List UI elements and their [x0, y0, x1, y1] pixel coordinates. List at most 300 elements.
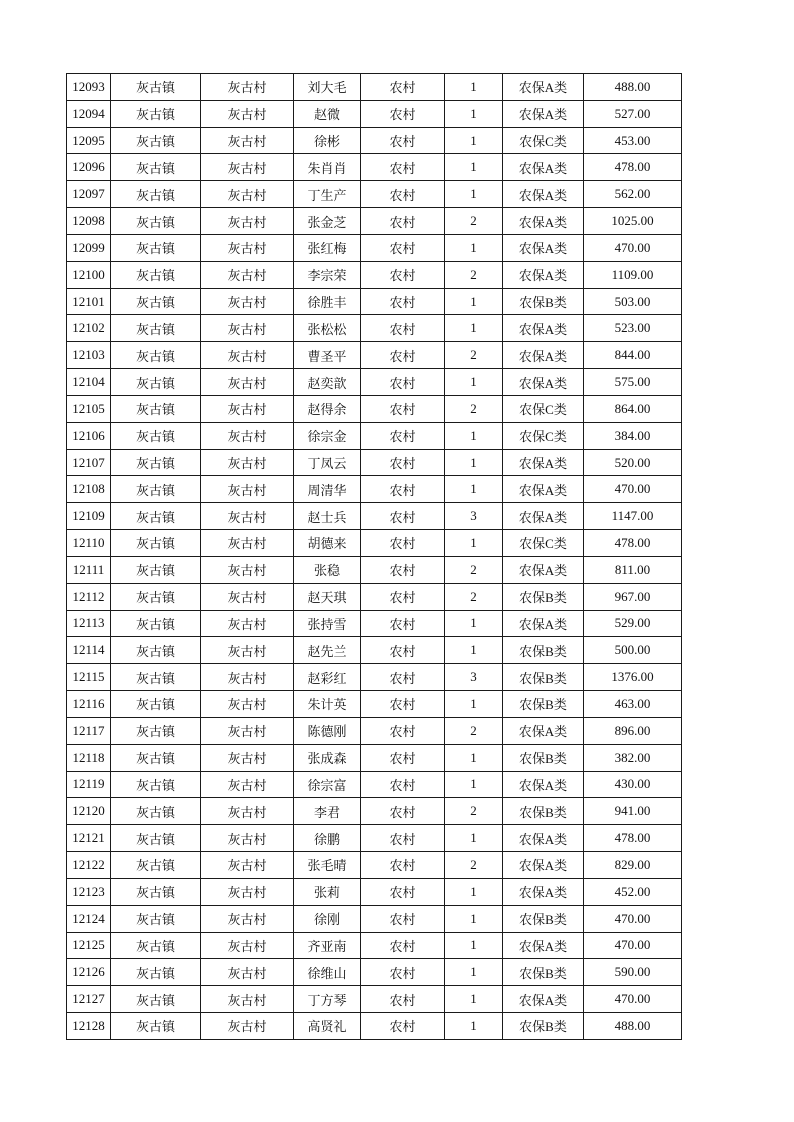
- cell-person-count: 1: [445, 74, 503, 101]
- cell-record-id: 12115: [67, 664, 111, 691]
- cell-residence-type: 农村: [361, 852, 445, 879]
- cell-town: 灰古镇: [111, 342, 201, 369]
- cell-record-id: 12098: [67, 208, 111, 235]
- cell-village: 灰古村: [201, 127, 294, 154]
- cell-insurance-category: 农保A类: [503, 315, 584, 342]
- table-row: [67, 905, 682, 932]
- table-row: [67, 234, 682, 261]
- cell-person-name: 张成森: [294, 744, 361, 771]
- cell-residence-type: 农村: [361, 691, 445, 718]
- cell-village: 灰古村: [201, 717, 294, 744]
- table-row: [67, 503, 682, 530]
- cell-person-name: 朱肖肖: [294, 154, 361, 181]
- cell-insurance-category: 农保A类: [503, 610, 584, 637]
- table-body: [67, 74, 682, 1040]
- cell-residence-type: 农村: [361, 825, 445, 852]
- cell-record-id: 12109: [67, 503, 111, 530]
- cell-village: 灰古村: [201, 610, 294, 637]
- cell-amount: 382.00: [584, 744, 682, 771]
- cell-person-count: 1: [445, 127, 503, 154]
- cell-residence-type: 农村: [361, 154, 445, 181]
- cell-record-id: 12119: [67, 771, 111, 798]
- cell-insurance-category: 农保A类: [503, 74, 584, 101]
- cell-town: 灰古镇: [111, 610, 201, 637]
- cell-record-id: 12107: [67, 449, 111, 476]
- cell-record-id: 12126: [67, 959, 111, 986]
- cell-record-id: 12110: [67, 530, 111, 557]
- table-row: [67, 288, 682, 315]
- table-row: [67, 986, 682, 1013]
- cell-town: 灰古镇: [111, 74, 201, 101]
- cell-person-count: 2: [445, 852, 503, 879]
- cell-residence-type: 农村: [361, 1012, 445, 1039]
- cell-person-name: 齐亚南: [294, 932, 361, 959]
- cell-record-id: 12116: [67, 691, 111, 718]
- cell-person-count: 1: [445, 100, 503, 127]
- cell-insurance-category: 农保A类: [503, 154, 584, 181]
- cell-person-count: 1: [445, 181, 503, 208]
- cell-record-id: 12096: [67, 154, 111, 181]
- cell-person-name: 李宗荣: [294, 261, 361, 288]
- table-row: [67, 825, 682, 852]
- cell-village: 灰古村: [201, 771, 294, 798]
- cell-record-id: 12108: [67, 476, 111, 503]
- cell-amount: 452.00: [584, 878, 682, 905]
- cell-person-count: 1: [445, 476, 503, 503]
- table-row: [67, 369, 682, 396]
- cell-person-name: 徐鹏: [294, 825, 361, 852]
- cell-person-count: 2: [445, 798, 503, 825]
- table-row: [67, 664, 682, 691]
- cell-amount: 967.00: [584, 583, 682, 610]
- cell-person-count: 1: [445, 234, 503, 261]
- cell-amount: 829.00: [584, 852, 682, 879]
- cell-town: 灰古镇: [111, 288, 201, 315]
- cell-person-count: 2: [445, 395, 503, 422]
- cell-residence-type: 农村: [361, 959, 445, 986]
- cell-insurance-category: 农保B类: [503, 637, 584, 664]
- cell-person-name: 徐维山: [294, 959, 361, 986]
- cell-amount: 523.00: [584, 315, 682, 342]
- cell-person-count: 1: [445, 771, 503, 798]
- table-row: [67, 261, 682, 288]
- cell-village: 灰古村: [201, 261, 294, 288]
- cell-amount: 896.00: [584, 717, 682, 744]
- cell-insurance-category: 农保B类: [503, 664, 584, 691]
- cell-record-id: 12097: [67, 181, 111, 208]
- cell-amount: 562.00: [584, 181, 682, 208]
- cell-village: 灰古村: [201, 744, 294, 771]
- cell-person-name: 张毛晴: [294, 852, 361, 879]
- cell-person-count: 1: [445, 154, 503, 181]
- table-row: [67, 878, 682, 905]
- cell-amount: 470.00: [584, 986, 682, 1013]
- cell-amount: 453.00: [584, 127, 682, 154]
- table-row: [67, 315, 682, 342]
- cell-person-count: 1: [445, 530, 503, 557]
- cell-residence-type: 农村: [361, 127, 445, 154]
- cell-person-name: 赵得余: [294, 395, 361, 422]
- cell-insurance-category: 农保A类: [503, 181, 584, 208]
- table-row: [67, 637, 682, 664]
- cell-residence-type: 农村: [361, 476, 445, 503]
- cell-residence-type: 农村: [361, 744, 445, 771]
- cell-village: 灰古村: [201, 288, 294, 315]
- cell-insurance-category: 农保B类: [503, 905, 584, 932]
- cell-town: 灰古镇: [111, 583, 201, 610]
- cell-insurance-category: 农保B类: [503, 1012, 584, 1039]
- cell-residence-type: 农村: [361, 717, 445, 744]
- cell-residence-type: 农村: [361, 369, 445, 396]
- cell-village: 灰古村: [201, 556, 294, 583]
- cell-residence-type: 农村: [361, 664, 445, 691]
- cell-amount: 478.00: [584, 825, 682, 852]
- cell-insurance-category: 农保A类: [503, 449, 584, 476]
- cell-insurance-category: 农保A类: [503, 852, 584, 879]
- cell-insurance-category: 农保A类: [503, 932, 584, 959]
- cell-amount: 470.00: [584, 932, 682, 959]
- cell-person-name: 张松松: [294, 315, 361, 342]
- cell-insurance-category: 农保A类: [503, 369, 584, 396]
- cell-record-id: 12104: [67, 369, 111, 396]
- cell-town: 灰古镇: [111, 100, 201, 127]
- cell-person-name: 张持雪: [294, 610, 361, 637]
- cell-village: 灰古村: [201, 449, 294, 476]
- cell-record-id: 12093: [67, 74, 111, 101]
- cell-town: 灰古镇: [111, 691, 201, 718]
- cell-town: 灰古镇: [111, 798, 201, 825]
- table-row: [67, 717, 682, 744]
- cell-person-name: 赵先兰: [294, 637, 361, 664]
- cell-person-count: 1: [445, 422, 503, 449]
- cell-town: 灰古镇: [111, 530, 201, 557]
- cell-insurance-category: 农保B类: [503, 959, 584, 986]
- cell-person-name: 张稳: [294, 556, 361, 583]
- cell-residence-type: 农村: [361, 261, 445, 288]
- table-row: [67, 342, 682, 369]
- cell-village: 灰古村: [201, 798, 294, 825]
- cell-person-name: 张红梅: [294, 234, 361, 261]
- cell-record-id: 12124: [67, 905, 111, 932]
- cell-person-count: 1: [445, 905, 503, 932]
- cell-residence-type: 农村: [361, 449, 445, 476]
- table-row: [67, 395, 682, 422]
- cell-residence-type: 农村: [361, 530, 445, 557]
- cell-town: 灰古镇: [111, 637, 201, 664]
- cell-person-name: 李君: [294, 798, 361, 825]
- cell-record-id: 12105: [67, 395, 111, 422]
- cell-person-count: 2: [445, 583, 503, 610]
- cell-person-count: 1: [445, 986, 503, 1013]
- cell-person-count: 1: [445, 932, 503, 959]
- cell-village: 灰古村: [201, 342, 294, 369]
- cell-amount: 527.00: [584, 100, 682, 127]
- table-row: [67, 530, 682, 557]
- cell-amount: 1109.00: [584, 261, 682, 288]
- cell-village: 灰古村: [201, 986, 294, 1013]
- cell-town: 灰古镇: [111, 181, 201, 208]
- cell-village: 灰古村: [201, 395, 294, 422]
- cell-town: 灰古镇: [111, 932, 201, 959]
- cell-person-name: 徐胜丰: [294, 288, 361, 315]
- cell-insurance-category: 农保A类: [503, 100, 584, 127]
- cell-person-count: 1: [445, 288, 503, 315]
- cell-amount: 520.00: [584, 449, 682, 476]
- cell-person-name: 徐刚: [294, 905, 361, 932]
- cell-residence-type: 农村: [361, 771, 445, 798]
- cell-village: 灰古村: [201, 369, 294, 396]
- cell-insurance-category: 农保A类: [503, 878, 584, 905]
- cell-residence-type: 农村: [361, 610, 445, 637]
- cell-amount: 529.00: [584, 610, 682, 637]
- cell-amount: 430.00: [584, 771, 682, 798]
- cell-residence-type: 农村: [361, 342, 445, 369]
- cell-person-name: 赵天琪: [294, 583, 361, 610]
- cell-town: 灰古镇: [111, 825, 201, 852]
- cell-village: 灰古村: [201, 74, 294, 101]
- cell-person-count: 1: [445, 825, 503, 852]
- cell-residence-type: 农村: [361, 288, 445, 315]
- cell-record-id: 12118: [67, 744, 111, 771]
- cell-person-name: 赵士兵: [294, 503, 361, 530]
- cell-town: 灰古镇: [111, 986, 201, 1013]
- cell-person-count: 1: [445, 878, 503, 905]
- cell-record-id: 12125: [67, 932, 111, 959]
- cell-amount: 590.00: [584, 959, 682, 986]
- cell-person-name: 赵微: [294, 100, 361, 127]
- cell-village: 灰古村: [201, 476, 294, 503]
- cell-town: 灰古镇: [111, 369, 201, 396]
- cell-insurance-category: 农保A类: [503, 234, 584, 261]
- cell-person-count: 2: [445, 342, 503, 369]
- cell-person-name: 赵彩红: [294, 664, 361, 691]
- cell-village: 灰古村: [201, 1012, 294, 1039]
- cell-record-id: 12123: [67, 878, 111, 905]
- cell-insurance-category: 农保A类: [503, 717, 584, 744]
- cell-insurance-category: 农保A类: [503, 342, 584, 369]
- cell-town: 灰古镇: [111, 905, 201, 932]
- cell-residence-type: 农村: [361, 181, 445, 208]
- cell-insurance-category: 农保C类: [503, 422, 584, 449]
- table-row: [67, 181, 682, 208]
- cell-person-name: 张金芝: [294, 208, 361, 235]
- cell-person-name: 赵奕歆: [294, 369, 361, 396]
- table-row: [67, 959, 682, 986]
- cell-amount: 575.00: [584, 369, 682, 396]
- cell-record-id: 12117: [67, 717, 111, 744]
- cell-town: 灰古镇: [111, 315, 201, 342]
- table-row: [67, 852, 682, 879]
- cell-amount: 941.00: [584, 798, 682, 825]
- cell-town: 灰古镇: [111, 476, 201, 503]
- cell-town: 灰古镇: [111, 717, 201, 744]
- cell-village: 灰古村: [201, 530, 294, 557]
- cell-record-id: 12106: [67, 422, 111, 449]
- cell-person-count: 1: [445, 1012, 503, 1039]
- cell-village: 灰古村: [201, 878, 294, 905]
- cell-record-id: 12114: [67, 637, 111, 664]
- cell-residence-type: 农村: [361, 100, 445, 127]
- cell-village: 灰古村: [201, 825, 294, 852]
- cell-person-count: 2: [445, 208, 503, 235]
- cell-town: 灰古镇: [111, 771, 201, 798]
- cell-person-count: 1: [445, 691, 503, 718]
- table-row: [67, 744, 682, 771]
- cell-residence-type: 农村: [361, 74, 445, 101]
- cell-village: 灰古村: [201, 315, 294, 342]
- cell-person-count: 2: [445, 717, 503, 744]
- cell-person-name: 张莉: [294, 878, 361, 905]
- cell-insurance-category: 农保A类: [503, 503, 584, 530]
- cell-insurance-category: 农保C类: [503, 395, 584, 422]
- cell-person-name: 丁凤云: [294, 449, 361, 476]
- cell-person-name: 徐宗富: [294, 771, 361, 798]
- cell-person-name: 曹圣平: [294, 342, 361, 369]
- cell-town: 灰古镇: [111, 852, 201, 879]
- cell-insurance-category: 农保A类: [503, 556, 584, 583]
- table-row: [67, 100, 682, 127]
- cell-insurance-category: 农保B类: [503, 691, 584, 718]
- cell-residence-type: 农村: [361, 878, 445, 905]
- cell-person-name: 徐彬: [294, 127, 361, 154]
- cell-amount: 470.00: [584, 476, 682, 503]
- cell-record-id: 12128: [67, 1012, 111, 1039]
- cell-residence-type: 农村: [361, 556, 445, 583]
- cell-town: 灰古镇: [111, 127, 201, 154]
- cell-person-count: 1: [445, 315, 503, 342]
- cell-town: 灰古镇: [111, 959, 201, 986]
- cell-village: 灰古村: [201, 234, 294, 261]
- table-row: [67, 449, 682, 476]
- cell-village: 灰古村: [201, 905, 294, 932]
- cell-insurance-category: 农保C类: [503, 530, 584, 557]
- cell-village: 灰古村: [201, 154, 294, 181]
- cell-town: 灰古镇: [111, 1012, 201, 1039]
- table-row: [67, 556, 682, 583]
- cell-residence-type: 农村: [361, 932, 445, 959]
- cell-amount: 488.00: [584, 74, 682, 101]
- table-row: [67, 771, 682, 798]
- cell-insurance-category: 农保C类: [503, 127, 584, 154]
- cell-insurance-category: 农保B类: [503, 288, 584, 315]
- insurance-records-table: [66, 73, 682, 1040]
- cell-person-name: 胡德来: [294, 530, 361, 557]
- cell-person-count: 3: [445, 503, 503, 530]
- cell-village: 灰古村: [201, 932, 294, 959]
- cell-record-id: 12103: [67, 342, 111, 369]
- cell-person-count: 2: [445, 556, 503, 583]
- cell-village: 灰古村: [201, 637, 294, 664]
- cell-amount: 478.00: [584, 530, 682, 557]
- cell-amount: 1147.00: [584, 503, 682, 530]
- cell-insurance-category: 农保B类: [503, 744, 584, 771]
- table-row: [67, 74, 682, 101]
- cell-record-id: 12101: [67, 288, 111, 315]
- cell-village: 灰古村: [201, 583, 294, 610]
- cell-amount: 844.00: [584, 342, 682, 369]
- cell-residence-type: 农村: [361, 637, 445, 664]
- cell-insurance-category: 农保A类: [503, 208, 584, 235]
- cell-village: 灰古村: [201, 852, 294, 879]
- cell-residence-type: 农村: [361, 905, 445, 932]
- cell-amount: 384.00: [584, 422, 682, 449]
- cell-town: 灰古镇: [111, 154, 201, 181]
- cell-record-id: 12120: [67, 798, 111, 825]
- cell-town: 灰古镇: [111, 878, 201, 905]
- cell-record-id: 12113: [67, 610, 111, 637]
- cell-person-count: 1: [445, 369, 503, 396]
- cell-town: 灰古镇: [111, 422, 201, 449]
- cell-record-id: 12111: [67, 556, 111, 583]
- cell-residence-type: 农村: [361, 798, 445, 825]
- cell-residence-type: 农村: [361, 583, 445, 610]
- table-row: [67, 610, 682, 637]
- cell-record-id: 12102: [67, 315, 111, 342]
- cell-residence-type: 农村: [361, 315, 445, 342]
- cell-record-id: 12121: [67, 825, 111, 852]
- cell-village: 灰古村: [201, 959, 294, 986]
- cell-insurance-category: 农保B类: [503, 798, 584, 825]
- cell-residence-type: 农村: [361, 422, 445, 449]
- table-row: [67, 691, 682, 718]
- cell-person-name: 丁生产: [294, 181, 361, 208]
- cell-insurance-category: 农保A类: [503, 825, 584, 852]
- cell-person-name: 陈德刚: [294, 717, 361, 744]
- cell-insurance-category: 农保A类: [503, 476, 584, 503]
- cell-residence-type: 农村: [361, 503, 445, 530]
- cell-insurance-category: 农保A类: [503, 771, 584, 798]
- cell-town: 灰古镇: [111, 395, 201, 422]
- table-row: [67, 932, 682, 959]
- cell-town: 灰古镇: [111, 208, 201, 235]
- cell-person-count: 1: [445, 744, 503, 771]
- cell-residence-type: 农村: [361, 234, 445, 261]
- cell-person-count: 2: [445, 261, 503, 288]
- table-row: [67, 1012, 682, 1039]
- cell-town: 灰古镇: [111, 744, 201, 771]
- cell-person-name: 刘大毛: [294, 74, 361, 101]
- cell-record-id: 12099: [67, 234, 111, 261]
- cell-insurance-category: 农保B类: [503, 583, 584, 610]
- cell-record-id: 12127: [67, 986, 111, 1013]
- cell-amount: 1025.00: [584, 208, 682, 235]
- cell-village: 灰古村: [201, 691, 294, 718]
- table-row: [67, 583, 682, 610]
- cell-village: 灰古村: [201, 664, 294, 691]
- cell-village: 灰古村: [201, 181, 294, 208]
- cell-person-count: 1: [445, 637, 503, 664]
- cell-amount: 500.00: [584, 637, 682, 664]
- table-row: [67, 476, 682, 503]
- cell-amount: 1376.00: [584, 664, 682, 691]
- cell-insurance-category: 农保A类: [503, 986, 584, 1013]
- cell-residence-type: 农村: [361, 986, 445, 1013]
- cell-amount: 488.00: [584, 1012, 682, 1039]
- cell-town: 灰古镇: [111, 234, 201, 261]
- table-row: [67, 422, 682, 449]
- cell-record-id: 12122: [67, 852, 111, 879]
- cell-record-id: 12095: [67, 127, 111, 154]
- cell-amount: 864.00: [584, 395, 682, 422]
- cell-person-name: 周清华: [294, 476, 361, 503]
- table-row: [67, 208, 682, 235]
- cell-amount: 811.00: [584, 556, 682, 583]
- cell-residence-type: 农村: [361, 208, 445, 235]
- cell-amount: 463.00: [584, 691, 682, 718]
- table-row: [67, 127, 682, 154]
- cell-record-id: 12112: [67, 583, 111, 610]
- cell-village: 灰古村: [201, 503, 294, 530]
